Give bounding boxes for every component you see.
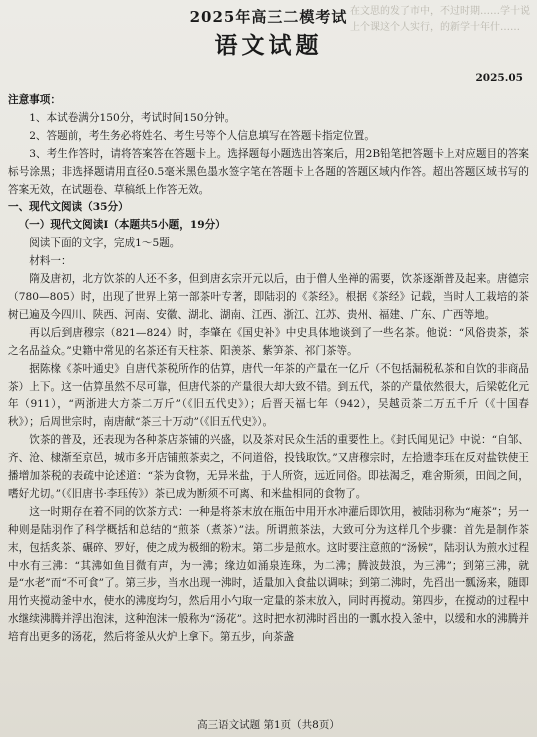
notice-heading: 注意事项： — [8, 94, 61, 106]
notice-item: 1、本试卷满分150分，考试时间150分钟。 — [29, 111, 236, 124]
section-heading: 一、现代文阅读（35分） — [8, 201, 129, 214]
material-paragraph: 这一时期存在着不同的饮茶方式：一种是将茶末放在瓶缶中用开水冲灌后即饮用，被陆羽称为“庵茶”；另一种则是陆羽作了科学概括和总结的“煎茶（煮茶）”法。所谓煎茶法，大致可分为这样几个步骤：首先是制作茶末，包括炙茶、碾碎、罗好，使之成为极细的粉末。第二步是煎水。这时要注意煎的“汤候”，陆羽认为煎水过程中水有三沸：“其沸如鱼目微有声，为一沸；缘边如涌泉连珠，为二沸；腾波鼓浪，为三沸”；到第三沸，就是“水老”而“不可食”了。第三步，当水出现一沸时，适量加入食盐以调味；到第二沸时，先舀出一瓢汤来，随即用竹夹搅动釜中水，使水的沸度均匀，然后用小勺取一定量的茶末放入，同时再搅动。第四步，在搅动的过程中水继续沸腾并浮出泡沫，这种泡沫一般称为“汤花”。这时把水初沸时舀出的一瓢水投入釜中，以缓和水的沸腾并培育出更多的汤花，然后将釜从火炉上拿下。第五步，向茶盏 — [8, 505, 529, 644]
material-paragraph: 隋及唐初，北方饮茶的人还不多，但到唐玄宗开元以后，由于僧人坐禅的需要，饮茶逐渐普及起来。唐德宗（780—805）时，出现了世界上第一部茶叶专著，即陆羽的《茶经》。根据《茶经》记载，当时人工栽培的茶树已遍及今四川、陕西、河南、安徽、湖北、湖南、江西、浙江、江苏、贵州、福建、广东、广西等地。 — [8, 273, 529, 321]
material-paragraph: 据陈椽《茶叶通史》自唐代茶税所作的估算，唐代一年茶的产量在一亿斤（不包括漏税私茶和自饮的非商品茶）上下。这一估算虽然不尽可靠，但唐代茶的产量很大却大致不错。到五代，茶的产量依然很大，后梁乾化元年（911），“两浙进大方茶二万斤”（《旧五代史》）；后晋天福七年（942），吴越贡茶二万五千斤（《十国春秋》）；后周世宗时，南唐献“茶三十万动”（《旧五代史》）。 — [8, 362, 529, 429]
reading-instruction: 阅读下面的文字，完成1～5题。 — [29, 237, 181, 250]
material-paragraph: 饮茶的普及，还表现为各种茶店茶铺的兴盛，以及茶对民众生活的重要性上。《封氏闻见记》中说：“自邹、齐、沧、棣渐至京邑，城市多开店铺煎茶卖之，不问道俗，投钱取饮。”又唐穆宗时，左拾遗李珏在反对盐铁使王播增加茶税的表疏中论述道：“茶为食物，无异米盐，于人所资，远近同俗。即祛渴乏，难舍斯须，田闾之间，嗜好尤切。”（《旧唐书·李珏传》）茶已成为断须不可离、和米盐相同的食物了。 — [8, 434, 529, 500]
page-footer: 高三语文试题 第1页（共8页） — [197, 719, 340, 731]
material-label: 材料一： — [29, 255, 72, 268]
page-content — [8, 92, 529, 647]
section-subheading: （一）现代文阅读Ⅰ（本题共5小题，19分） — [18, 219, 226, 232]
exam-date: 2025.05 — [475, 72, 523, 84]
bleed-through-text: 在文思的发了市中，不过时期……学十说上个课这个人实行，的新学十年什…… — [350, 6, 530, 33]
material-paragraph: 再以后到唐穆宗（821—824）时，李肇在《国史补》中史具体地谈到了一些名茶。他说：“风俗贵茶，茶之名品益众。”史籍中常见的名茶还有天柱茶、阳羡茶、紫笋茶、祁门茶等。 — [8, 326, 529, 357]
notice-item: 3、考生作答时，请将答案答在答题卡上。选择题每小题选出答案后，用2B铅笔把答题卡上对应题目的答案标号涂黑；非选择题请用直径0.5毫米黑色墨水签字笔在答题卡上各题的答题区域内作答。超出答题区域书写的答案无效，在试题卷、草稿纸上作答无效。 — [8, 147, 529, 196]
exam-title: 2025年高三二模考试 — [189, 8, 348, 26]
notice-item: 2、答题前，考生务必将姓名、考生号等个人信息填写在答题卡指定位置。 — [29, 129, 375, 142]
subject-title: 语文试题 — [214, 32, 323, 59]
